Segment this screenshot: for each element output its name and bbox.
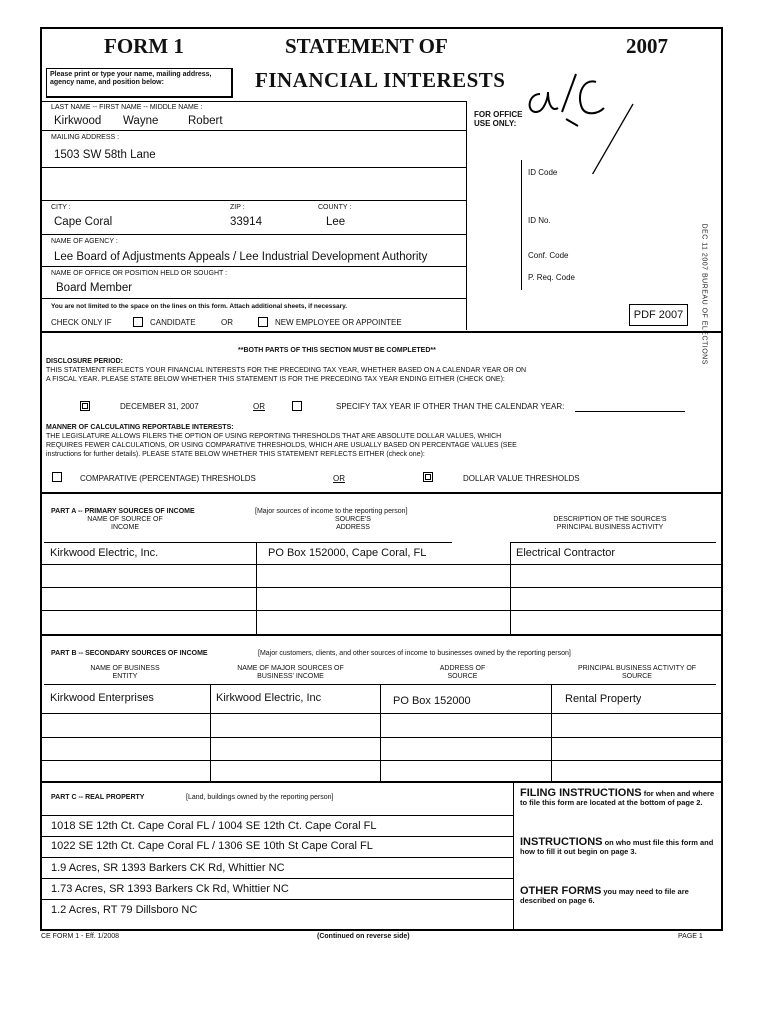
- table-row: [41, 899, 513, 900]
- divider: [41, 130, 466, 131]
- col-divider: [256, 542, 257, 634]
- real-property-1: 1018 SE 12th Ct. Cape Coral FL / 1004 SE 12th Ct. Cape Coral FL: [51, 820, 377, 832]
- specify-tax-year-checkbox[interactable]: [292, 401, 302, 411]
- county-label: COUNTY :: [318, 204, 352, 211]
- agency-label: NAME OF AGENCY :: [51, 238, 118, 245]
- p-req-label: P. Req. Code: [528, 273, 575, 282]
- divider: [41, 200, 466, 201]
- zip-label: ZIP :: [230, 204, 245, 211]
- part-a-title: PART A -- PRIMARY SOURCES OF INCOME: [51, 508, 195, 515]
- col-underline: [510, 542, 716, 543]
- part-b-col-entity: NAME OF BUSINESS ENTITY: [90, 665, 160, 680]
- period-text-2: A FISCAL YEAR. PLEASE STATE BELOW WHETHER THIS STATEMENT IS FOR THE PRECEDING TAX YEAR ENDING EITHER (CHECK ONE):: [46, 376, 505, 383]
- tax-year-input-line[interactable]: [575, 411, 685, 412]
- part-a-col-name: NAME OF SOURCE OF INCOME: [87, 516, 163, 531]
- city-label: CITY :: [51, 204, 71, 211]
- first-name: Wayne: [123, 115, 159, 127]
- footer-continued: (Continued on reverse side): [317, 933, 410, 940]
- or-label: OR: [221, 318, 233, 327]
- part-b-col-activity: PRINCIPAL BUSINESS ACTIVITY OF SOURCE: [577, 665, 697, 680]
- december-label: DECEMBER 31, 2007: [120, 402, 199, 411]
- city: Cape Coral: [54, 216, 113, 228]
- title-line-2: FINANCIAL INTERESTS: [255, 68, 506, 92]
- county: Lee: [326, 216, 346, 228]
- table-row: [41, 857, 513, 858]
- col-underline: [210, 684, 380, 685]
- part-a-source-name: Kirkwood Electric, Inc.: [50, 547, 159, 559]
- part-b-address: PO Box 152000: [393, 695, 471, 707]
- form-number: FORM 1: [104, 34, 184, 58]
- part-c-subtitle: [Land, buildings owned by the reporting person]: [186, 794, 334, 801]
- col-divider: [210, 684, 211, 781]
- table-row: [41, 564, 722, 565]
- real-property-3: 1.9 Acres, SR 1393 Barkers CK Rd, Whittier NC: [51, 862, 285, 874]
- office-name: Board Member: [56, 282, 133, 294]
- part-b-activity: Rental Property: [565, 693, 642, 705]
- new-employee-label: NEW EMPLOYEE OR APPOINTEE: [275, 318, 402, 327]
- part-b-col-address: ADDRESS OF SOURCE: [439, 665, 486, 680]
- new-employee-checkbox[interactable]: [258, 317, 268, 327]
- real-property-5: 1.2 Acres, RT 79 Dillsboro NC: [51, 904, 198, 916]
- col-divider: [513, 782, 514, 930]
- divider: [41, 331, 722, 333]
- table-row: [41, 713, 722, 714]
- form-year: 2007: [626, 34, 668, 58]
- part-a-subtitle: [Major sources of income to the reporting person]: [255, 508, 408, 515]
- real-property-2: 1022 SE 12th Ct. Cape Coral FL / 1306 SE 10th St Cape Coral FL: [51, 840, 373, 852]
- divider: [41, 101, 466, 102]
- part-b-title: PART B -- SECONDARY SOURCES OF INCOME: [51, 650, 208, 657]
- part-a-col-address: SOURCE'S ADDRESS: [335, 516, 371, 531]
- part-b-source: Kirkwood Electric, Inc: [216, 692, 322, 704]
- col-underline: [551, 684, 716, 685]
- table-row: [41, 815, 513, 816]
- col-divider: [380, 684, 381, 781]
- print-instruction-box: Please print or type your name, mailing address, agency name, and position below:: [46, 68, 233, 98]
- or-label: OR: [333, 474, 345, 483]
- table-row: [41, 878, 513, 879]
- divider: [41, 167, 466, 168]
- footer-form-id: CE FORM 1 - Eff. 1/2008: [41, 933, 120, 940]
- candidate-checkbox[interactable]: [133, 317, 143, 327]
- manner-text-3: instructions for further details). PLEASE STATE BELOW WHETHER THIS STATEMENT REFLECTS EITHER (check one):: [46, 451, 425, 458]
- part-a-source-address: PO Box 152000, Cape Coral, FL: [268, 547, 427, 559]
- received-stamp: DEC 11 2007 BUREAU OF ELECTIONS: [700, 223, 708, 365]
- divider: [41, 492, 722, 494]
- last-name: Kirkwood: [54, 115, 102, 127]
- specify-tax-year-label: SPECIFY TAX YEAR IF OTHER THAN THE CALENDAR YEAR:: [336, 402, 565, 411]
- pdf-stamp: PDF 2007: [629, 304, 688, 326]
- manner-text-2: REQUIRES FEWER CALCULATIONS, OR USING COMPARATIVE THRESHOLDS, WHICH ARE USUALLY BASED ON PERCENTAGE VALUES (SEE: [46, 442, 517, 449]
- december-checkbox[interactable]: [80, 401, 90, 411]
- divider: [41, 234, 466, 235]
- part-c-title: PART C -- REAL PROPERTY: [51, 794, 145, 801]
- col-underline: [380, 684, 551, 685]
- space-note: You are not limited to the space on the lines on this form. Attach additional sheets, if necessary.: [51, 303, 348, 310]
- check-only-label: CHECK ONLY IF: [51, 318, 112, 327]
- table-row: [41, 737, 722, 738]
- candidate-label: CANDIDATE: [150, 318, 196, 327]
- conf-code-label: Conf. Code: [528, 251, 569, 260]
- manner-title: MANNER OF CALCULATING REPORTABLE INTERESTS:: [46, 424, 234, 431]
- handwritten-initials: [518, 64, 658, 174]
- table-row: [41, 836, 513, 837]
- id-code-label: ID Code: [528, 168, 558, 177]
- col-divider: [510, 542, 511, 634]
- office-label: NAME OF OFFICE OR POSITION HELD OR SOUGHT :: [51, 270, 228, 277]
- id-no-label: ID No.: [528, 216, 551, 225]
- period-title: DISCLOSURE PERIOD:: [46, 358, 124, 365]
- period-text-1: THIS STATEMENT REFLECTS YOUR FINANCIAL INTERESTS FOR THE PRECEDING TAX YEAR, WHETHER BASED ON A CALENDAR YEAR OR ON: [46, 367, 527, 374]
- other-forms-instructions: OTHER FORMS you may need to file are described on page 6.: [520, 885, 689, 905]
- filing-instructions: FILING INSTRUCTIONS for when and where to file this form are located at the bottom of page 2.: [520, 787, 715, 807]
- title-line-1: STATEMENT OF: [285, 34, 448, 58]
- divider: [41, 266, 466, 267]
- footer-page: PAGE 1: [678, 933, 703, 940]
- name-label: LAST NAME -- FIRST NAME -- MIDDLE NAME :: [51, 104, 203, 111]
- comparative-checkbox[interactable]: [52, 472, 62, 482]
- or-label: OR: [253, 402, 265, 411]
- col-underline: [256, 542, 452, 543]
- office-use-bracket: [521, 160, 522, 290]
- mailing-address: 1503 SW 58th Lane: [54, 149, 156, 161]
- divider: [41, 634, 722, 636]
- part-a-col-description: DESCRIPTION OF THE SOURCE'S PRINCIPAL BUSINESS ACTIVITY: [553, 516, 667, 531]
- part-b-subtitle: [Major customers, clients, and other sources of income to businesses owned by the reporting person]: [258, 650, 571, 657]
- office-use-title-2: USE ONLY:: [474, 119, 517, 128]
- part-b-entity: Kirkwood Enterprises: [50, 692, 154, 704]
- middle-name: Robert: [188, 115, 223, 127]
- mailing-label: MAILING ADDRESS :: [51, 134, 120, 141]
- table-row: [41, 587, 722, 588]
- manner-text-1: THE LEGISLATURE ALLOWS FILERS THE OPTION OF USING REPORTING THRESHOLDS THAT ARE ABSOLUTE DOLLAR VALUES, WHICH: [46, 433, 502, 440]
- part-a-source-description: Electrical Contractor: [516, 547, 616, 559]
- zip: 33914: [230, 216, 262, 228]
- divider: [466, 101, 467, 330]
- dollar-value-checkbox[interactable]: [423, 472, 433, 482]
- divider: [41, 781, 722, 783]
- table-row: [41, 760, 722, 761]
- part-b-col-sources: NAME OF MAJOR SOURCES OF BUSINESS' INCOME: [237, 665, 344, 680]
- dollar-value-label: DOLLAR VALUE THRESHOLDS: [463, 474, 580, 483]
- who-must-file-instructions: INSTRUCTIONS on who must file this form and how to fill it out begin on page 3.: [520, 836, 714, 856]
- office-use-title-1: FOR OFFICE: [474, 110, 523, 119]
- comparative-label: COMPARATIVE (PERCENTAGE) THRESHOLDS: [80, 474, 256, 483]
- agency-name: Lee Board of Adjustments Appeals / Lee Industrial Development Authority: [54, 251, 428, 263]
- divider: [41, 298, 466, 299]
- table-row: [41, 610, 722, 611]
- real-property-4: 1.73 Acres, SR 1393 Barkers Ck Rd, Whittier NC: [51, 883, 289, 895]
- both-parts-note: **BOTH PARTS OF THIS SECTION MUST BE COMPLETED**: [238, 347, 436, 354]
- col-underline: [44, 684, 211, 685]
- col-divider: [551, 684, 552, 781]
